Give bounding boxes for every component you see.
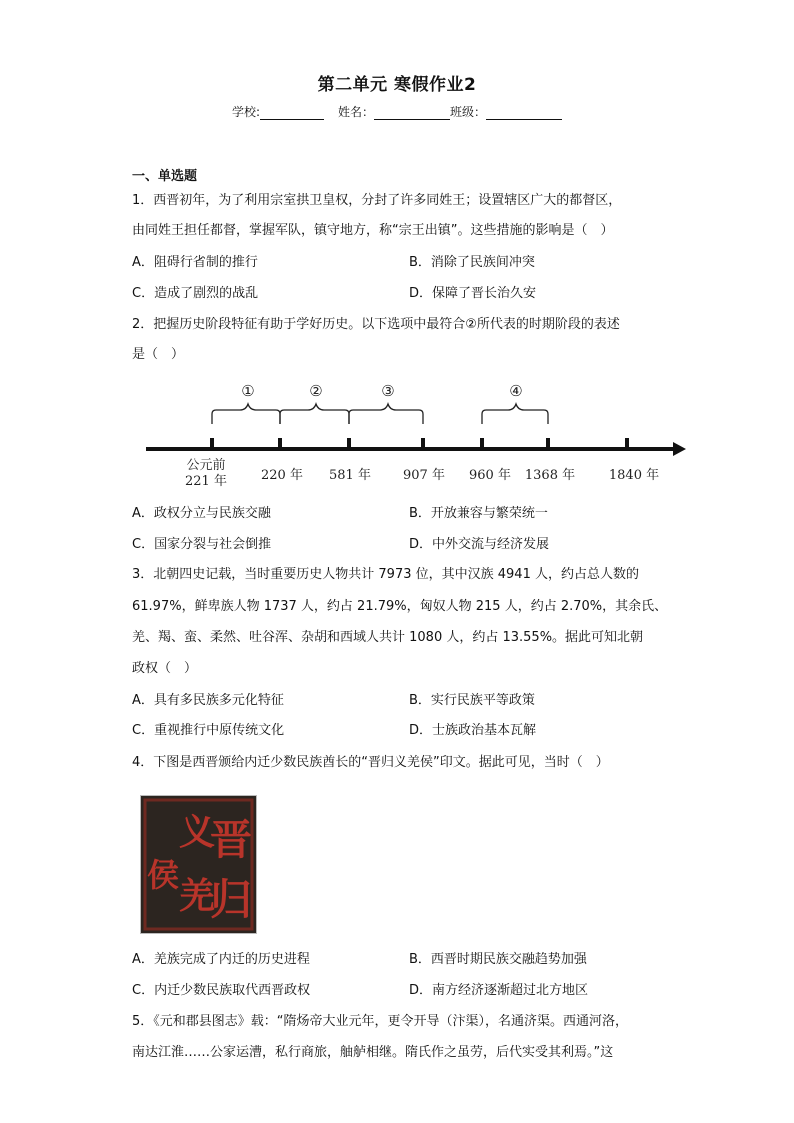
q1-option-d[interactable]: D．保障了晋长治久安 — [409, 286, 537, 301]
bracket-label-2: ② — [309, 382, 323, 400]
class-label: 班级： — [450, 105, 487, 119]
bracket-2 — [280, 404, 349, 424]
seal-char-yi: 义 — [178, 811, 216, 853]
q2-option-d[interactable]: D．中外交流与经济发展 — [409, 537, 550, 552]
tick-label-5: 960 年 — [469, 468, 511, 483]
q2-stem-line1: 2．把握历史阶段特征有助于学好历史。以下选项中最符合②所代表的时期阶段的表述 — [132, 317, 620, 332]
q3-option-b[interactable]: B．实行民族平等政策 — [409, 693, 535, 708]
q3-stem-line3: 羌、羯、蛮、柔然、吐谷浑、杂胡和西域人共计 1080 人，约占 13.55%。据此可知北朝 — [132, 630, 644, 645]
bracket-label-3: ③ — [381, 382, 395, 400]
q1-stem-line1: 1．西晋初年，为了利用宗室拱卫皇权，分封了许多同姓王；设置辖区广大的都督区， — [132, 193, 622, 208]
q3-option-a[interactable]: A．具有多民族多元化特征 — [132, 693, 284, 708]
q4-option-d[interactable]: D．南方经济逐渐超过北方地区 — [409, 983, 589, 998]
tick-2 — [278, 438, 282, 449]
bracket-3 — [349, 404, 423, 424]
tick-1 — [210, 438, 214, 449]
q5-stem-line1: 5．《元和郡县图志》载：“隋炀帝大业元年，更令开导（汴渠），名通济渠。西通河洛， — [132, 1014, 629, 1029]
q4-option-a[interactable]: A．羌族完成了内迁的历史进程 — [132, 952, 310, 967]
school-blank-extra — [324, 107, 338, 120]
tick-6 — [546, 438, 550, 449]
class-blank — [486, 106, 562, 120]
q2-stem-line2: 是（ ） — [132, 347, 185, 362]
tick-label-6: 1368 年 — [524, 468, 576, 483]
tick-label-1-line2: 221 年 — [185, 474, 227, 489]
q3-stem-line2: 61.97%，鲜卑族人物 1737 人，约占 21.79%，匈奴人物 215 人，约占 2.70%，其余氏、 — [132, 599, 668, 614]
bracket-4 — [482, 404, 548, 424]
bracket-label-1: ① — [241, 382, 255, 400]
seal-char-gui: 归 — [209, 875, 253, 924]
q3-stem-line1: 3．北朝四史记载，当时重要历史人物共计 7973 位，其中汉族 4941 人，约占总人数的 — [132, 567, 639, 582]
name-blank — [374, 106, 450, 120]
q4-option-c[interactable]: C．内迁少数民族取代西晋政权 — [132, 983, 311, 998]
q2-option-c[interactable]: C．国家分裂与社会倒推 — [132, 537, 272, 552]
q3-option-d[interactable]: D．士族政治基本瓦解 — [409, 723, 537, 738]
seal-char-jin: 晋 — [209, 815, 253, 864]
q3-option-c[interactable]: C．重视推行中原传统文化 — [132, 723, 285, 738]
tick-label-3: 581 年 — [329, 468, 371, 483]
timeline-arrow — [673, 442, 686, 456]
q1-option-b[interactable]: B．消除了民族间冲突 — [409, 255, 535, 270]
tick-label-4: 907 年 — [403, 468, 445, 483]
seal-char-qiang: 羌 — [178, 875, 216, 917]
q4-stem-line1: 4．下图是西晋颁给内迁少数民族酋长的“晋归义羌侯”印文。据此可见，当时（ ） — [132, 755, 609, 770]
seal-char-hou: 侯 — [146, 856, 180, 894]
tick-3 — [347, 438, 351, 449]
tick-4 — [421, 438, 425, 449]
tick-7 — [625, 438, 629, 449]
q4-option-b[interactable]: B．西晋时期民族交融趋势加强 — [409, 952, 587, 967]
name-label: 姓名： — [338, 105, 375, 119]
student-info-row — [0, 103, 794, 120]
seal-image — [140, 795, 257, 934]
tick-5 — [480, 438, 484, 449]
bracket-1 — [212, 404, 280, 424]
school-label: 学校: — [231, 105, 260, 119]
tick-label-1-line1: 公元前 — [186, 458, 226, 473]
bracket-label-4: ④ — [509, 382, 523, 400]
q1-option-a[interactable]: A．阻碍行省制的推行 — [132, 255, 258, 270]
page-title: 第二单元 寒假作业2 — [317, 75, 477, 95]
tick-label-7: 1840 年 — [608, 468, 660, 483]
q2-option-b[interactable]: B．开放兼容与繁荣统一 — [409, 506, 548, 521]
q1-option-c[interactable]: C．造成了剧烈的战乱 — [132, 286, 259, 301]
school-blank — [260, 106, 324, 120]
tick-label-2: 220 年 — [261, 468, 303, 483]
section-title: 一、单选题 — [132, 169, 198, 184]
q1-stem-line2: 由同姓王担任都督，掌握军队，镇守地方，称“宗王出镇”。这些措施的影响是（ ） — [132, 223, 614, 238]
q3-stem-line4: 政权（ ） — [132, 661, 198, 676]
timeline-figure — [140, 376, 690, 491]
q2-option-a[interactable]: A．政权分立与民族交融 — [132, 506, 271, 521]
q5-stem-line2: 南达江淮……公家运漕，私行商旅，舳舻相继。隋氏作之虽劳，后代实受其利焉。”这 — [132, 1045, 614, 1060]
